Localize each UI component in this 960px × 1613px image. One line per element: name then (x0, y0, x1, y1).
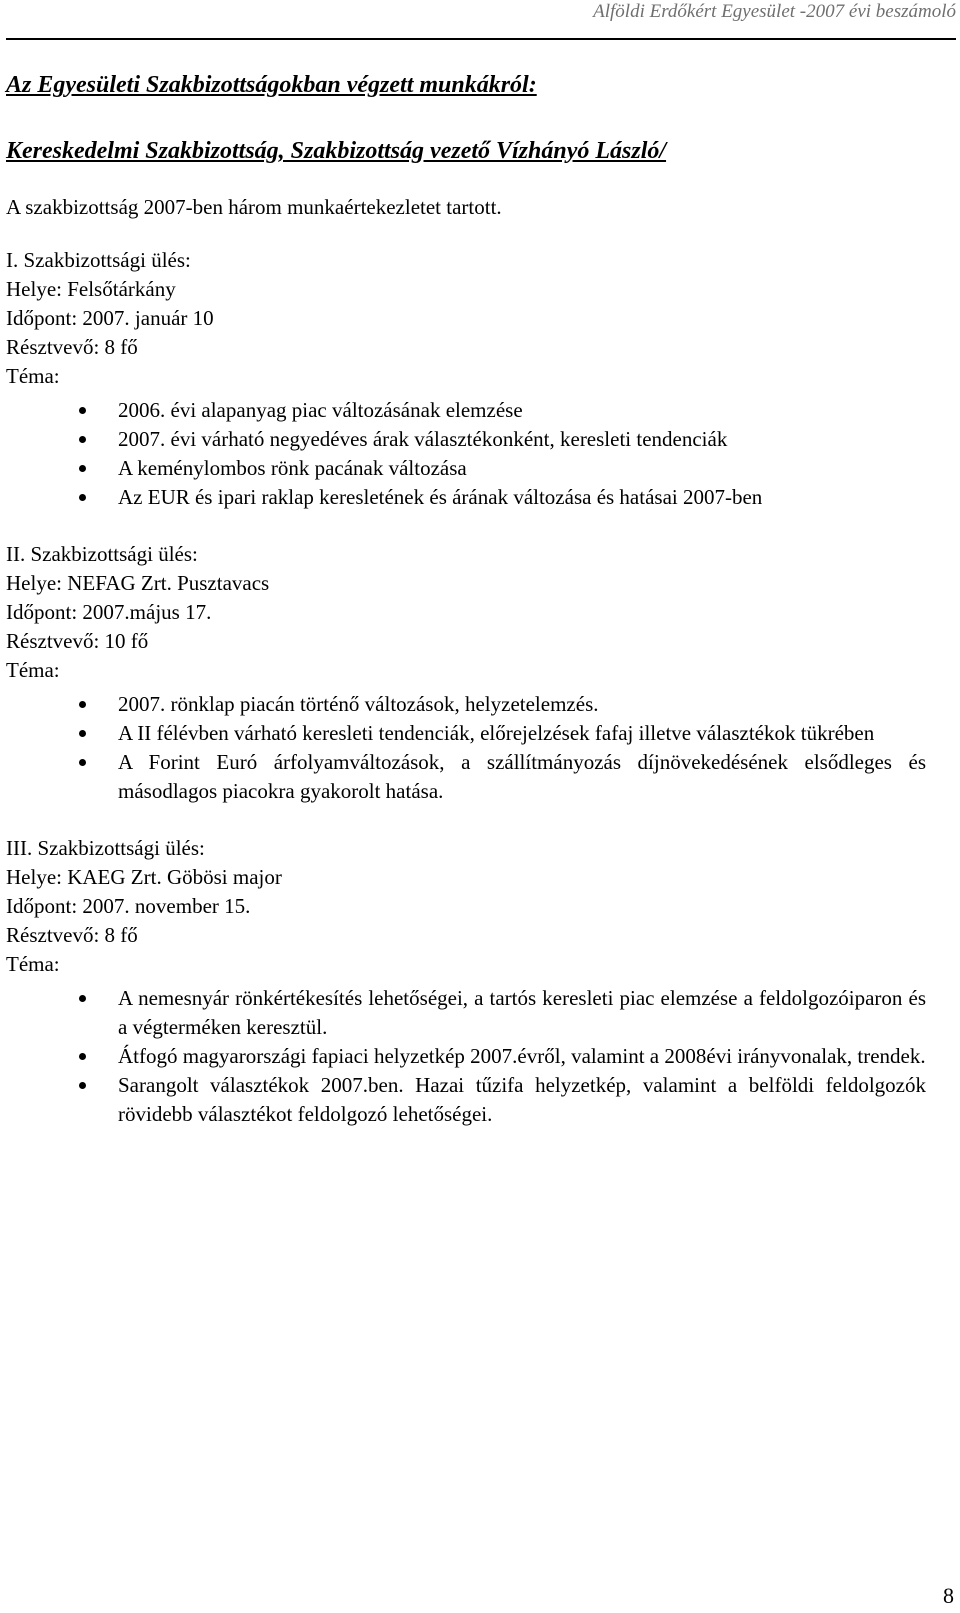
session-topic-label: Téma: (6, 658, 60, 682)
list-item (6, 719, 926, 748)
list-item (6, 984, 926, 1042)
list-item (6, 454, 926, 483)
bullet-icon (79, 1053, 86, 1060)
topic-text: 2006. évi alapanyag piac változásának elemzése (118, 398, 523, 422)
bullet-icon (79, 995, 86, 1002)
topic-list (6, 396, 926, 512)
session-heading: III. Szakbizottsági ülés: (6, 836, 205, 860)
bullet-icon (79, 494, 86, 501)
session-topic-label: Téma: (6, 952, 60, 976)
session-participants: Résztvevő: 8 fő (6, 335, 138, 359)
list-item (6, 483, 926, 512)
topic-text: A keménylombos rönk pacának változása (118, 456, 467, 480)
topic-text: Az EUR és ipari raklap keresletének és árának változása és hatásai 2007-ben (118, 485, 763, 509)
session-time: Időpont: 2007.május 17. (6, 600, 212, 624)
document-body (6, 70, 926, 1129)
topic-text: A nemesnyár rönkértékesítés lehetőségei, a tartós keresleti piac elemzése a feldolgozóiparon és a végterméken keresztül. (118, 986, 926, 1039)
bullet-icon (79, 407, 86, 414)
session-time: Időpont: 2007. január 10 (6, 306, 214, 330)
session-1 (6, 246, 926, 512)
list-item (6, 690, 926, 719)
list-item (6, 1042, 926, 1071)
bullet-icon (79, 436, 86, 443)
session-2 (6, 540, 926, 806)
topic-text: A II félévben várható keresleti tendenciák, előrejelzések fafaj illetve választékok tükrében (118, 721, 875, 745)
bullet-icon (79, 701, 86, 708)
page-title: Az Egyesületi Szakbizottságokban végzett munkákról: (6, 72, 537, 98)
bullet-icon (79, 730, 86, 737)
committee-title: Kereskedelmi Szakbizottság, Szakbizottság vezető Vízhányó László/ (6, 138, 667, 164)
list-item (6, 748, 926, 806)
session-place: Helye: NEFAG Zrt. Pusztavacs (6, 571, 270, 595)
session-place: Helye: KAEG Zrt. Göbösi major (6, 865, 282, 889)
topic-text: 2007. rönklap piacán történő változások, helyzetelemzés. (118, 692, 599, 716)
session-place: Helye: Felsőtárkány (6, 277, 176, 301)
topic-text: Sarangolt választékok 2007.ben. Hazai tűzifa helyzetkép, valamint a belföldi feldolgozók rövidebb választékot feldolgozó lehetőségei. (118, 1073, 926, 1126)
session-time: Időpont: 2007. november 15. (6, 894, 251, 918)
page-number: 8 (943, 1583, 954, 1608)
header-rule (6, 38, 956, 40)
intro-paragraph: A szakbizottság 2007-ben három munkaértekezletet tartott. (6, 195, 502, 219)
topic-text: Átfogó magyarországi fapiaci helyzetkép 2007.évről, valamint a 2008évi irányvonalak, trendek. (118, 1044, 926, 1068)
topic-text: A Forint Euró árfolyamváltozások, a szállítmányozás díjnövekedésének elsődleges és másodlagos piacokra gyakorolt hatása. (118, 750, 926, 803)
topic-text: 2007. évi várható negyedéves árak választékonként, keresleti tendenciák (118, 427, 728, 451)
running-header: Alföldi Erdőkért Egyesület -2007 évi beszámoló (593, 1, 956, 22)
bullet-icon (79, 759, 86, 766)
list-item (6, 1071, 926, 1129)
session-3 (6, 834, 926, 1129)
session-heading: I. Szakbizottsági ülés: (6, 248, 191, 272)
list-item (6, 425, 926, 454)
bullet-icon (79, 465, 86, 472)
list-item (6, 396, 926, 425)
session-participants: Résztvevő: 8 fő (6, 923, 138, 947)
session-topic-label: Téma: (6, 364, 60, 388)
session-heading: II. Szakbizottsági ülés: (6, 542, 198, 566)
bullet-icon (79, 1082, 86, 1089)
topic-list (6, 690, 926, 806)
topic-list (6, 984, 926, 1129)
session-participants: Résztvevő: 10 fő (6, 629, 149, 653)
